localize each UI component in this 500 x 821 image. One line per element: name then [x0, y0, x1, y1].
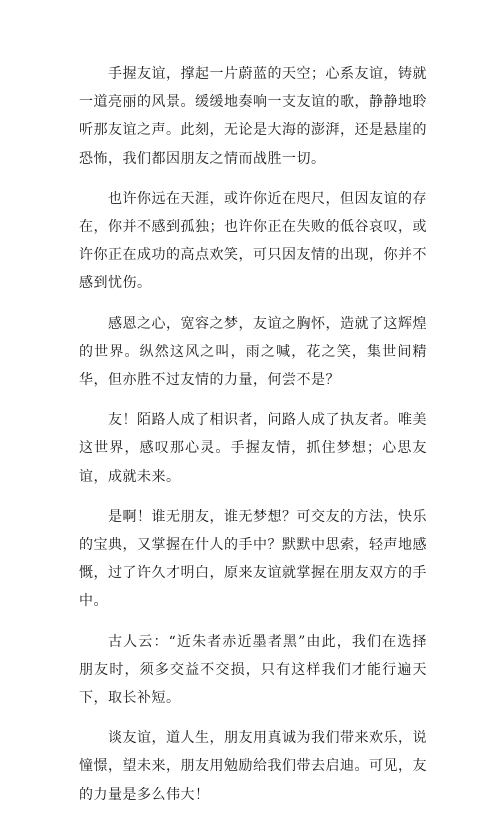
paragraph-2: 也许你远在天涯，或许你近在咫尺，但因友谊的存在，你并不感到孤独；也许你正在失败的低谷哀叹，或许你正在成功的高点欢笑，可只因友情的出现，你并不感到忧伤。	[79, 190, 427, 292]
paragraph-5: 是啊！谁无朋友，谁无梦想？可交友的方法，快乐的宝典，又掌握在什人的手中？默默中思索，轻声地感慨，过了许久才明白，原来友谊就掌握在朋友双方的手中。	[79, 508, 427, 610]
paragraph-7: 谈友谊，道人生，朋友用真诚为我们带来欢乐，说憧憬，望未来，朋友用勉励给我们带去启迪。可见，友的力量是多么伟大！	[79, 730, 427, 803]
paragraph-4: 友！陌路人成了相识者，问路人成了执友者。唯美这世界，感叹那心灵。手握友情，抓住梦想；心思友谊，成就未来。	[79, 412, 427, 485]
paragraph-6: 古人云：“近朱者赤近墨者黑”由此，我们在选择朋友时，须多交益不交损，只有这样我们才能行遍天下，取长补短。	[79, 633, 427, 707]
paragraph-3: 感恩之心，宽容之梦，友谊之胸怀，造就了这辉煌的世界。纵然这风之叫，雨之喊，花之笑，集世间精华，但亦胜不过友情的力量，何尝不是？	[79, 315, 427, 389]
paragraph-1: 手握友谊，撑起一片蔚蓝的天空；心系友谊，铸就一道亮丽的风景。缓缓地奏响一支友谊的歌，静静地聆听那友谊之声。此刻，无论是大海的澎湃，还是悬崖的恐怖，我们都因朋友之情而战胜一切。	[79, 66, 427, 167]
